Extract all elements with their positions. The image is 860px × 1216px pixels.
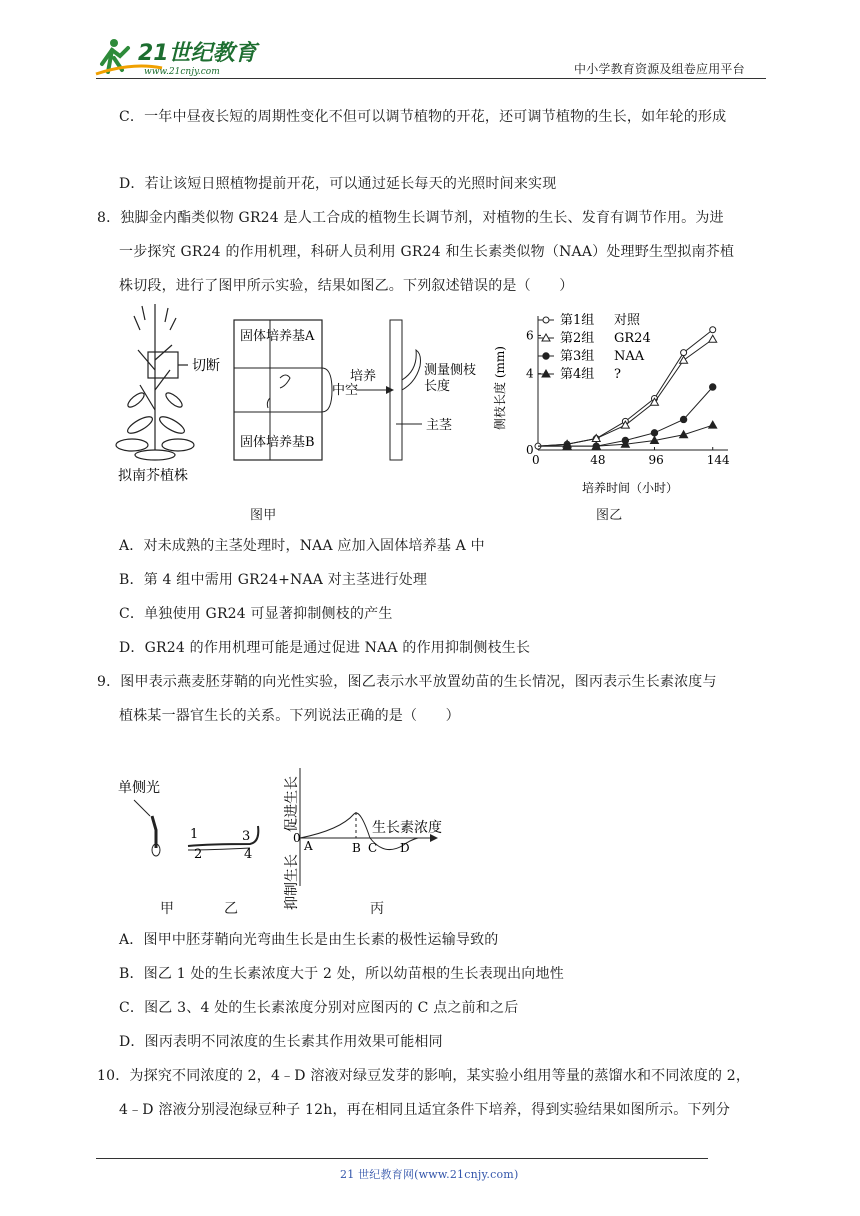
data-point bbox=[681, 350, 687, 356]
q9-stem-2: 植株某一器官生长的关系。下列说法正确的是（ ） bbox=[119, 708, 460, 724]
fig9-jia-caption: 甲 bbox=[160, 901, 175, 917]
q7-option-c: C．一年中昼夜长短的周期性变化不但可以调节植物的开花，还可调节植物的生长，如年轮的形成 bbox=[119, 109, 727, 125]
legend-treatment: 对照 bbox=[614, 313, 641, 328]
arabidopsis-plant-icon bbox=[116, 304, 194, 460]
q9-option-d: D．图丙表明不同浓度的生长素其作用效果可能相同 bbox=[119, 1034, 443, 1050]
medium-b-label: 固体培养基B bbox=[240, 435, 315, 450]
x-tick-label: 144 bbox=[706, 453, 730, 467]
figure-q9-svg bbox=[110, 760, 470, 920]
data-point bbox=[710, 327, 716, 333]
site-logo bbox=[92, 34, 262, 78]
series-line bbox=[538, 330, 713, 446]
q8-option-d: D．GR24 的作用机理可能是通过促进 NAA 的作用抑制侧枝生长 bbox=[119, 640, 531, 656]
figure-jia bbox=[110, 300, 490, 525]
q9-stem-1: 9．图甲表示燕麦胚芽鞘的向光性实验，图乙表示水平放置幼苗的生长情况，图丙表示生长素浓度与 bbox=[97, 674, 717, 690]
legend-treatment: ? bbox=[614, 367, 621, 382]
culture-label: 培养 bbox=[350, 369, 377, 384]
data-point bbox=[709, 335, 717, 342]
runner-logo-icon bbox=[92, 34, 262, 78]
cut-label: 切断 bbox=[192, 358, 220, 374]
footer-text: 21 世纪教育网(www.21cnjy.com) bbox=[340, 1168, 519, 1181]
x-tick-label: 96 bbox=[648, 453, 664, 467]
q9-option-b: B．图乙 1 处的生长素浓度大于 2 处，所以幼苗根的生长表现出向地性 bbox=[119, 966, 564, 982]
x-tick-label: 0 bbox=[532, 453, 540, 467]
inhibit-label: 抑制生长 bbox=[284, 854, 300, 910]
coleoptile-icon bbox=[152, 816, 156, 848]
side-branch-icon bbox=[402, 350, 421, 390]
label-4: 4 bbox=[244, 847, 253, 862]
q8-option-c: C．单独使用 GR24 可显著抑制侧枝的产生 bbox=[119, 606, 393, 622]
legend-group: 第2组 bbox=[560, 331, 595, 346]
fig9-yi-caption: 乙 bbox=[224, 901, 239, 917]
q9-option-c: C．图乙 3、4 处的生长素浓度分别对应图丙的 C 点之前和之后 bbox=[119, 1000, 519, 1016]
light-rays-icon bbox=[134, 800, 150, 816]
q8-option-a: A．对未成熟的主茎处理时，NAA 应加入固体培养基 A 中 bbox=[119, 538, 485, 554]
data-point bbox=[651, 430, 657, 436]
header-rule bbox=[96, 78, 766, 79]
point-b: B bbox=[352, 841, 361, 855]
chart-ylabel: 侧枝长度 (mm) bbox=[493, 346, 507, 430]
fig-yi-caption: 图乙 bbox=[596, 508, 623, 523]
fig-jia-caption: 图甲 bbox=[250, 508, 277, 523]
fig9-bing-caption: 丙 bbox=[370, 901, 385, 917]
axis-zero: 0 bbox=[293, 831, 301, 845]
q8-option-b: B．第 4 组中需用 GR24+NAA 对主茎进行处理 bbox=[119, 572, 428, 588]
y-tick-label: 6 bbox=[526, 328, 534, 343]
point-d: D bbox=[400, 841, 410, 855]
legend-group: 第4组 bbox=[560, 367, 595, 382]
legend-group: 第3组 bbox=[560, 349, 595, 364]
legend-group: 第1组 bbox=[560, 313, 595, 328]
chart-svg bbox=[490, 306, 760, 506]
q10-stem-2: 4﹣D 溶液分别浸泡绿豆种子 12h，再在相同且适宜条件下培养，得到实验结果如图所示。下列分 bbox=[119, 1102, 731, 1118]
q10-stem-1: 10．为探究不同浓度的 2，4﹣D 溶液对绿豆发芽的影响，某实验小组用等量的蒸馏水和不同浓度的 2， bbox=[97, 1068, 751, 1084]
chart-xlabel: 培养时间（小时） bbox=[582, 481, 679, 495]
legend-marker bbox=[543, 317, 549, 323]
header-right-text: 中小学教育资源及组卷应用平台 bbox=[574, 62, 745, 76]
plant-label: 拟南芥植株 bbox=[118, 468, 188, 484]
point-a: A bbox=[304, 839, 313, 853]
label-2: 2 bbox=[194, 847, 203, 862]
figure-jia-svg bbox=[110, 300, 490, 525]
legend-treatment: NAA bbox=[614, 349, 645, 364]
q8-stem-2: 一步探究 GR24 的作用机理，科研人员利用 GR24 和生长素类似物（NAA）处理野生型拟南芥植 bbox=[119, 244, 735, 260]
logo-url: www.21cnjy.com bbox=[144, 67, 220, 77]
data-point bbox=[710, 384, 716, 390]
data-point bbox=[709, 421, 717, 428]
y-tick-label: 0 bbox=[526, 443, 534, 457]
measure-label-2: 长度 bbox=[424, 379, 451, 394]
light-label: 单侧光 bbox=[118, 780, 160, 796]
figure-q9 bbox=[110, 760, 470, 920]
hollow-label: 中空 bbox=[332, 383, 359, 398]
legend-marker bbox=[543, 353, 549, 359]
data-point bbox=[680, 416, 686, 422]
medium-a-label: 固体培养基A bbox=[240, 329, 315, 344]
x-tick-label: 48 bbox=[590, 453, 606, 467]
point-c: C bbox=[368, 841, 378, 855]
stem-segment-icon bbox=[267, 375, 290, 408]
label-3: 3 bbox=[242, 829, 251, 844]
y-tick-label: 4 bbox=[526, 366, 534, 381]
promote-label: 促进生长 bbox=[284, 776, 300, 832]
footer-rule bbox=[96, 1158, 708, 1159]
legend-treatment: GR24 bbox=[614, 331, 651, 346]
q8-stem-3: 株切段，进行了图甲所示实验，结果如图乙。下列叙述错误的是（ ） bbox=[119, 278, 574, 294]
figure-yi-chart bbox=[490, 306, 760, 506]
main-stem-label: 主茎 bbox=[426, 418, 453, 433]
logo-title: 21世纪教育 bbox=[138, 41, 257, 66]
q9-option-a: A．图甲中胚芽鞘向光弯曲生长是由生长素的极性运输导致的 bbox=[119, 932, 499, 948]
measure-label-1: 测量侧枝 bbox=[424, 363, 477, 378]
label-1: 1 bbox=[190, 827, 199, 842]
q8-stem-1: 8．独脚金内酯类似物 GR24 是人工合成的植物生长调节剂，对植物的生长、发育有调节作用。为进 bbox=[97, 210, 724, 226]
conc-label: 生长素浓度 bbox=[372, 820, 442, 836]
q7-option-d: D．若让该短日照植物提前开花，可以通过延长每天的光照时间来实现 bbox=[119, 176, 557, 192]
